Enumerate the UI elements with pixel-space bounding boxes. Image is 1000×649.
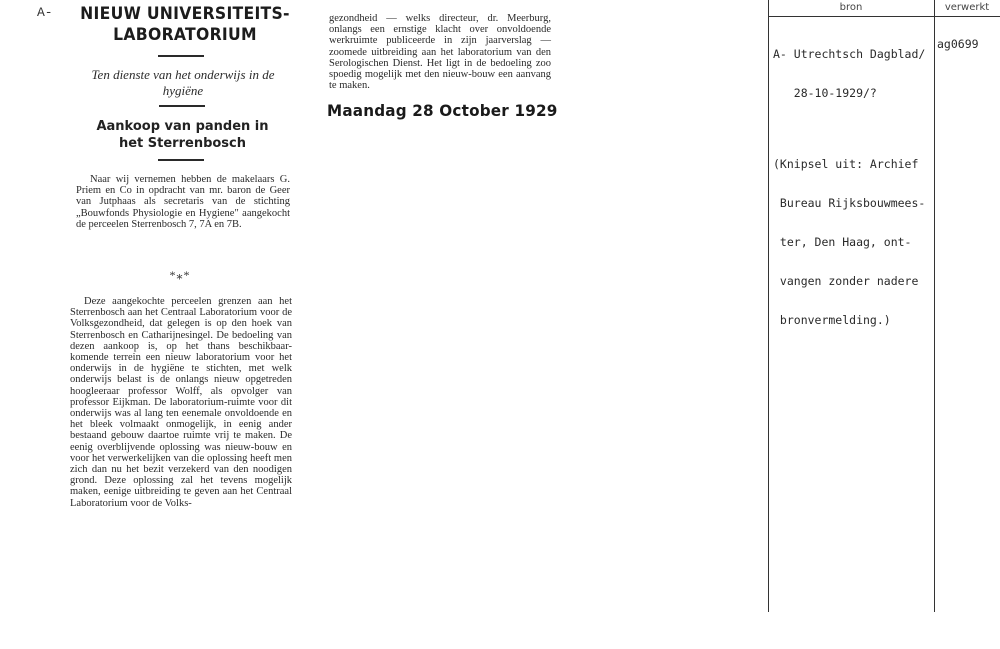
article-paragraph-1: Naar wij vernemen hebben de makelaars G. Priem en Co in opdracht van mr. baron de Geer van Jutphaas als secretaris van de stichting „Bouwfonds Physiologie en Hygiene" aangekocht de perceelen Sterrenbosch 7, 7A en 7B.: [76, 174, 290, 230]
column-header-bron: bron: [839, 2, 863, 13]
bron-cell: [773, 22, 925, 340]
bron-line: A- Utrechtsch Dagblad/: [773, 47, 926, 61]
article-headline: [79, 4, 291, 46]
section-heading-line-1: Aankoop van panden in: [96, 119, 269, 134]
section-separator-stars: *⁎*: [169, 268, 191, 282]
bron-line: (Knipsel uit: Archief: [773, 157, 919, 171]
table-header-divider: [768, 16, 1000, 17]
bron-line: vangen zonder nadere: [773, 274, 919, 288]
column-header-verwerkt: verwerkt: [944, 2, 990, 13]
bron-line: Bureau Rijksbouwmees-: [773, 196, 926, 210]
bron-line: ter, Den Haag, ont-: [773, 235, 912, 249]
bron-spacer: [773, 126, 925, 132]
subheading-line-2: hygiëne: [162, 83, 204, 98]
table-left-border: [768, 0, 769, 612]
divider-rule: [159, 105, 205, 107]
table-column-divider: [934, 0, 935, 612]
article-paragraph-3: gezondheid — welks directeur, dr. Meerburg, onlangs een ernstige klacht over onvoldoende werkruimte publiceerde in zijn jaarverslag — zoomede uitbreiding aan het laboratorium van den Serologischen Dienst. Het ligt in de bedoeling zoo spoedig mogelijk met den nieuw-bouw een aanvang te maken.: [329, 13, 551, 92]
bron-line: 28-10-1929/?: [773, 86, 877, 100]
divider-rule: [158, 55, 204, 57]
verwerkt-cell: ag0699: [937, 37, 979, 51]
divider-rule: [158, 159, 204, 161]
article-paragraph-2: Deze aangekochte perceelen grenzen aan het Sterrenbosch aan het Centraal Laboratorium voor de Volksgezondheid, dat gelegen is op den hoek van Sterrenbosch en Catharijnesingel. De bedoeling van dezen aankoop is, op het thans beschikbaar-komende terrein een nieuw laboratorium voor het onderwijs in de hygiëne te stichten, met welk onderwijs belast is de onlangs nieuw opgetreden hoogleeraar professor Wolff, als opvolger van professor Eijkman. De laboratorium-ruimte voor dit onderwijs was al lang ten eenemale onvoldoende en het bleek volmaakt onmogelijk, in eenig ander bestaand gebouw daartoe ruimte vrij te maken. De eenig overblijvende oplossing was nieuw-bouw en voor het verwerkelijken van die oplossing heeft men zich dan nu het bezit verzekerd van den noodigen grond. Deze oplossing zal het tevens mogelijk maken, eenige uitbreiding te geven aan het Centraal Laboratorium voor de Volks-: [70, 296, 292, 509]
section-heading: [80, 118, 285, 152]
article-subheading: [58, 67, 308, 99]
subheading-line-1: Ten dienste van het onderwijs in de: [91, 67, 275, 82]
clipping-marker: A-: [37, 5, 53, 20]
headline-line-1: NIEUW UNIVERSITEITS-: [80, 4, 290, 24]
headline-line-2: LABORATORIUM: [113, 25, 257, 45]
publication-date: Maandag 28 October 1929: [327, 101, 558, 120]
bron-line: bronvermelding.): [773, 313, 891, 327]
section-heading-line-2: het Sterrenbosch: [118, 136, 247, 151]
